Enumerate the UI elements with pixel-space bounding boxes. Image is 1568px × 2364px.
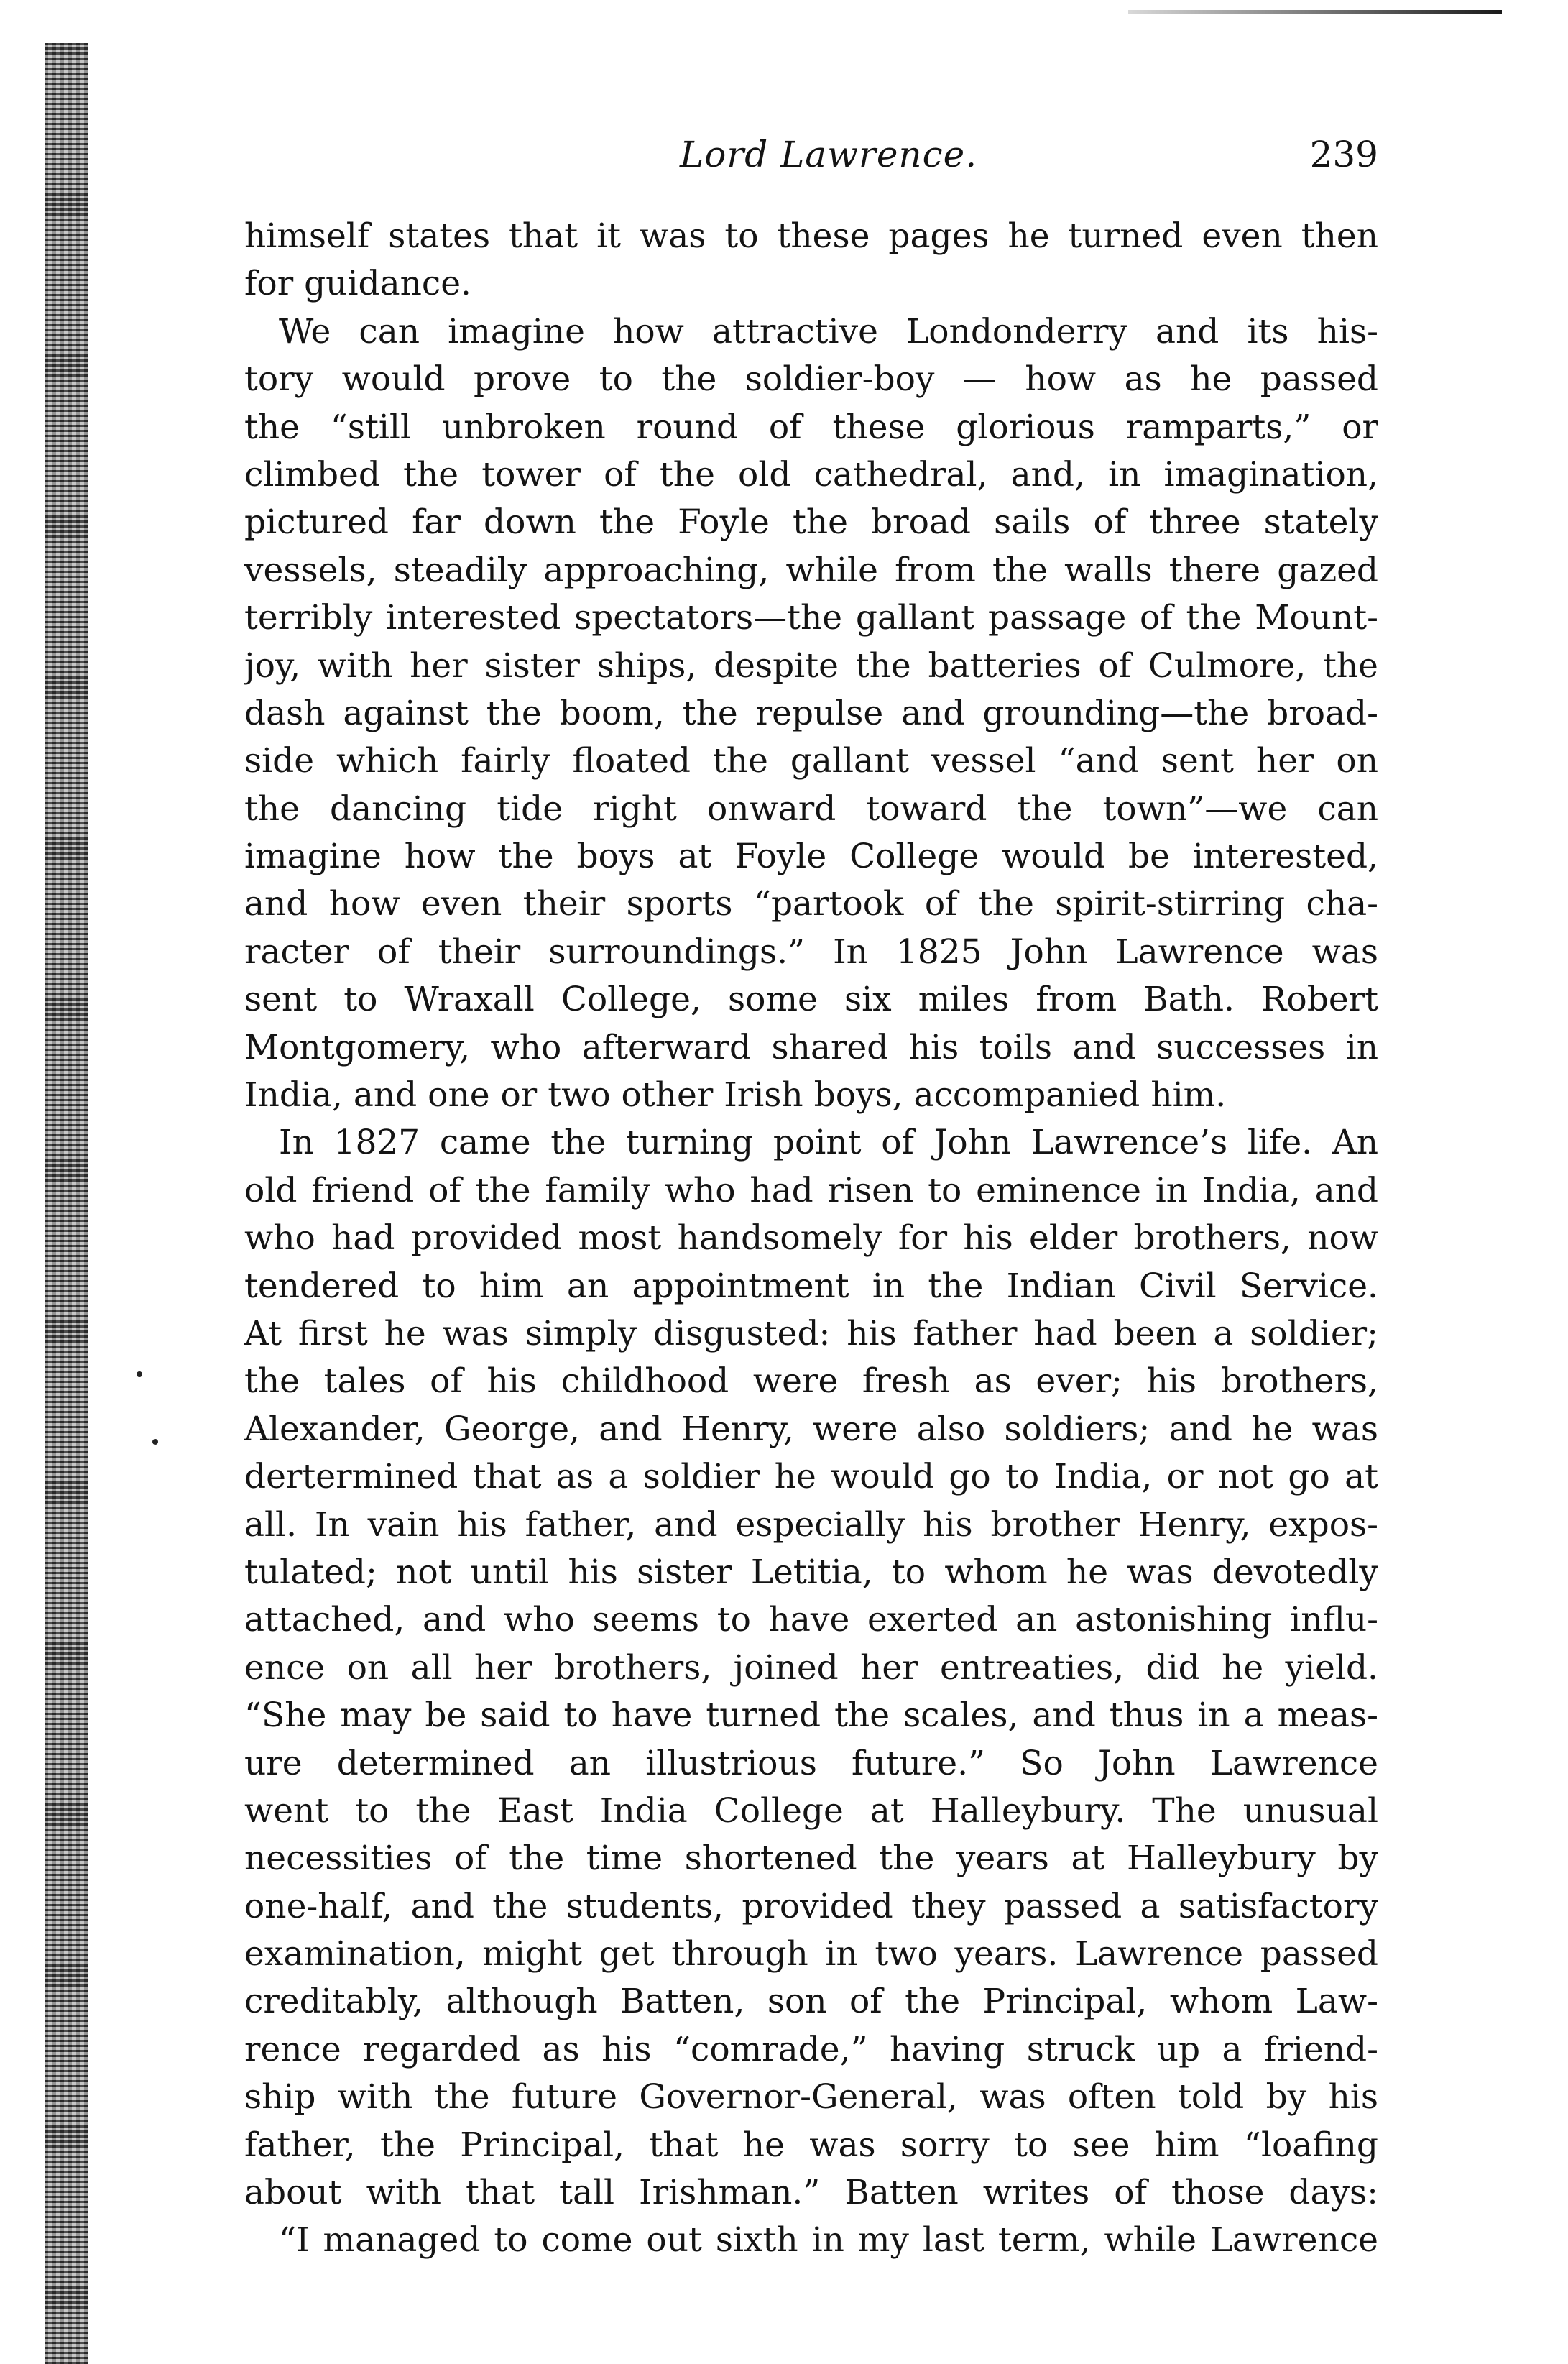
text-line: vessels, steadily approaching, while from the walls there gazed (244, 550, 1378, 590)
text-line: “I managed to come out sixth in my last term, while Lawrence (279, 2220, 1378, 2260)
text-line: sent to Wraxall College, some six miles from Bath. Robert (244, 980, 1378, 1020)
text-line: In 1827 came the turning point of John Lawrence’s life. An (279, 1123, 1378, 1163)
text-line: imagine how the boys at Foyle College would be interested, (244, 837, 1378, 877)
text-line: about with that tall Irishman.” Batten writes of those days: (244, 2173, 1378, 2213)
text-line: attached, and who seems to have exerted an astonishing influ- (244, 1600, 1378, 1640)
text-line: necessities of the time shortened the years at Halleybury by (244, 1839, 1378, 1879)
page-number: 239 (1309, 134, 1378, 175)
text-line: Montgomery, who afterward shared his toils and successes in (244, 1027, 1378, 1067)
text-line: the “still unbroken round of these glorious ramparts,” or (244, 407, 1378, 447)
text-line: one-half, and the students, provided they passed a satisfactory (244, 1886, 1378, 1926)
text-line: all. In vain his father, and especially his brother Henry, expos- (244, 1504, 1378, 1545)
text-line: India, and one or two other Irish boys, accompanied him. (244, 1075, 1227, 1116)
text-line: father, the Principal, that he was sorry to see him “loafing (244, 2125, 1378, 2165)
text-line: ence on all her brothers, joined her entreaties, did he yield. (244, 1647, 1378, 1688)
text-line: dash against the boom, the repulse and grounding—the broad- (244, 693, 1378, 733)
text-line: “She may be said to have turned the scales, and thus in a meas- (244, 1696, 1378, 1736)
text-line: old friend of the family who had risen to eminence in India, and (244, 1170, 1378, 1210)
text-line: creditably, although Batten, son of the Principal, whom Law- (244, 1982, 1378, 2022)
text-line: ure determined an illustrious future.” So John Lawrence (244, 1743, 1378, 1783)
text-line: joy, with her sister ships, despite the batteries of Culmore, the (244, 645, 1378, 686)
text-line: the tales of his childhood were fresh as ever; his brothers, (244, 1361, 1378, 1402)
text-line: side which fairly floated the gallant vessel “and sent her on (244, 741, 1378, 781)
binding-edge (45, 43, 88, 2364)
text-line: the dancing tide right onward toward the town”—we can (244, 788, 1378, 829)
text-line: tulated; not until his sister Letitia, to whom he was devotedly (244, 1552, 1378, 1592)
margin-speck (152, 1439, 158, 1445)
text-line: rence regarded as his “comrade,” having struck up a friend- (244, 2029, 1378, 2069)
text-line: Alexander, George, and Henry, were also soldiers; and he was (244, 1409, 1378, 1449)
text-line: tory would prove to the soldier-boy — how as he passed (244, 359, 1378, 400)
text-line: We can imagine how attractive Londonderry and its his- (279, 311, 1378, 351)
top-rule (1128, 10, 1502, 14)
text-line: and how even their sports “partook of the spirit-stirring cha- (244, 884, 1378, 924)
text-line: examination, might get through in two years. Lawrence passed (244, 1934, 1378, 1974)
running-head: Lord Lawrence. (680, 134, 978, 175)
text-line: terribly interested spectators—the gallant passage of the Mount- (244, 598, 1378, 638)
text-line: dertermined that as a soldier he would go to India, or not go at (244, 1457, 1378, 1497)
text-line: himself states that it was to these pages he turned even then (244, 216, 1378, 256)
text-line: ship with the future Governor-General, was often told by his (244, 2077, 1378, 2117)
text-line: who had provided most handsomely for his elder brothers, now (244, 1218, 1378, 1259)
text-line: At first he was simply disgusted: his father had been a soldier; (244, 1313, 1378, 1353)
text-line: tendered to him an appointment in the Indian Civil Service. (244, 1266, 1378, 1306)
text-line: went to the East India College at Halleybury. The unusual (244, 1790, 1378, 1831)
text-line: pictured far down the Foyle the broad sails of three stately (244, 502, 1378, 543)
text-line: for guidance. (244, 264, 471, 304)
page-header (237, 134, 1378, 191)
text-line: racter of their surroundings.” In 1825 John Lawrence was (244, 932, 1378, 972)
body-text (244, 213, 1378, 2265)
text-line: climbed the tower of the old cathedral, and, in imagination, (244, 454, 1378, 495)
margin-speck (137, 1371, 142, 1377)
